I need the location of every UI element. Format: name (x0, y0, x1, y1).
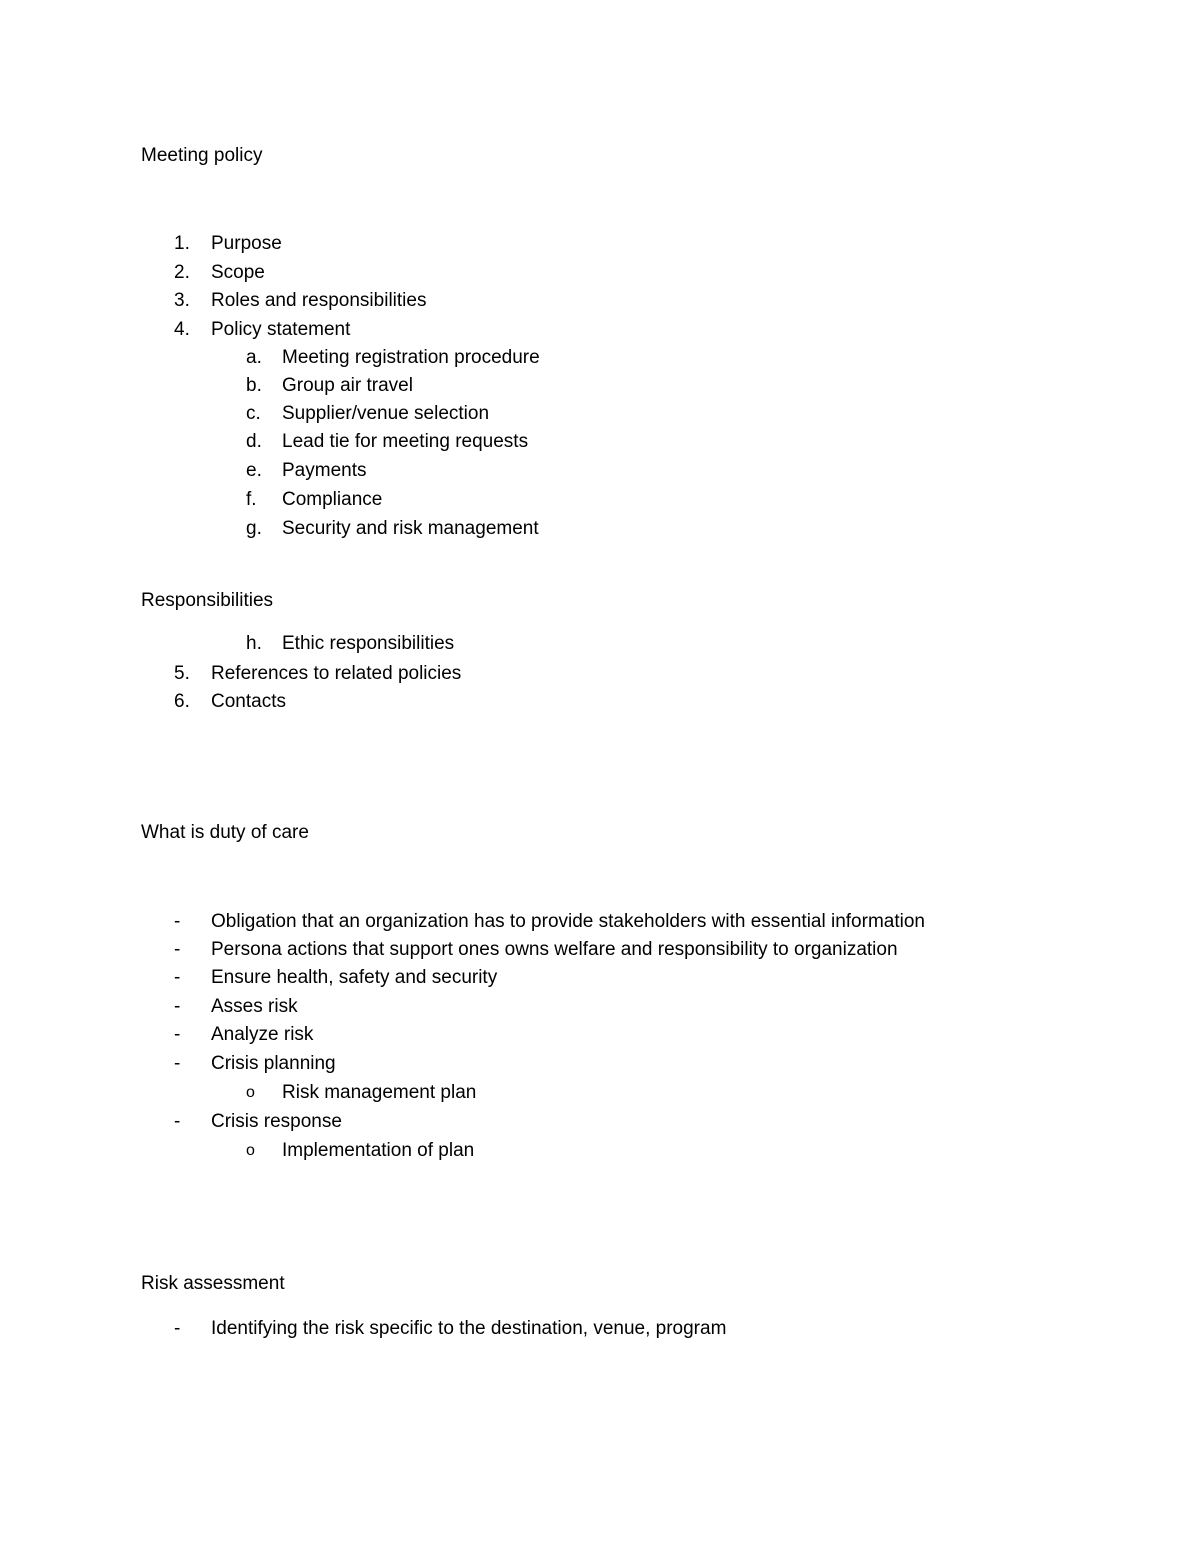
list-item-text: Group air travel (282, 375, 413, 396)
list-item-text: Roles and responsibilities (211, 290, 427, 311)
list-item-text: Asses risk (211, 996, 298, 1017)
list-marker: - (174, 967, 181, 988)
list-item-text: Payments (282, 460, 367, 481)
list-item-text: Contacts (211, 691, 286, 712)
list-item-text: Scope (211, 262, 265, 283)
heading-meeting-policy: Meeting policy (141, 145, 263, 166)
list-marker: c. (246, 403, 261, 424)
list-item-text: Purpose (211, 233, 282, 254)
list-marker: h. (246, 633, 262, 654)
list-marker: - (174, 911, 181, 932)
heading-duty-of-care: What is duty of care (141, 822, 309, 843)
list-marker: f. (246, 489, 257, 510)
list-marker: g. (246, 518, 262, 539)
list-marker: 4. (174, 319, 190, 340)
list-item-text: Supplier/venue selection (282, 403, 490, 424)
list-item-text: Crisis planning (211, 1053, 336, 1074)
list-marker: 3. (174, 290, 190, 311)
list-marker: 6. (174, 691, 190, 712)
heading-responsibilities: Responsibilities (141, 590, 274, 611)
list-item-text: Obligation that an organization has to provide stakeholders with essential information (211, 911, 925, 932)
list-item-text: Analyze risk (211, 1024, 314, 1045)
list-marker: - (174, 1024, 181, 1045)
list-item-text: Compliance (282, 489, 383, 510)
list-item-text: Policy statement (211, 319, 351, 340)
list-marker: a. (246, 347, 262, 368)
list-marker: 2. (174, 262, 190, 283)
list-item-text: Ethic responsibilities (282, 633, 455, 654)
list-item-text: Identifying the risk specific to the destination, venue, program (211, 1318, 727, 1339)
list-item-text: Lead tie for meeting requests (282, 431, 529, 452)
list-marker: d. (246, 431, 262, 452)
circle-bullet-icon: o (246, 1142, 255, 1159)
list-item-text: Implementation of plan (282, 1140, 475, 1161)
list-item-text: References to related policies (211, 663, 462, 684)
list-marker: e. (246, 460, 262, 481)
list-marker: - (174, 1053, 181, 1074)
list-item-text: Crisis response (211, 1111, 342, 1132)
list-marker: 1. (174, 233, 190, 254)
list-marker: - (174, 939, 181, 960)
circle-bullet-icon: o (246, 1084, 255, 1101)
list-item-text: Persona actions that support ones owns welfare and responsibility to organization (211, 939, 898, 960)
list-marker: - (174, 1318, 181, 1339)
heading-risk-assessment: Risk assessment (141, 1273, 285, 1294)
list-item-text: Ensure health, safety and security (211, 967, 498, 988)
list-marker: - (174, 1111, 181, 1132)
list-item-text: Meeting registration procedure (282, 347, 540, 368)
list-item-text: Security and risk management (282, 518, 539, 539)
list-marker: b. (246, 375, 262, 396)
list-item-text: Risk management plan (282, 1082, 477, 1103)
list-marker: - (174, 996, 181, 1017)
list-marker: 5. (174, 663, 190, 684)
